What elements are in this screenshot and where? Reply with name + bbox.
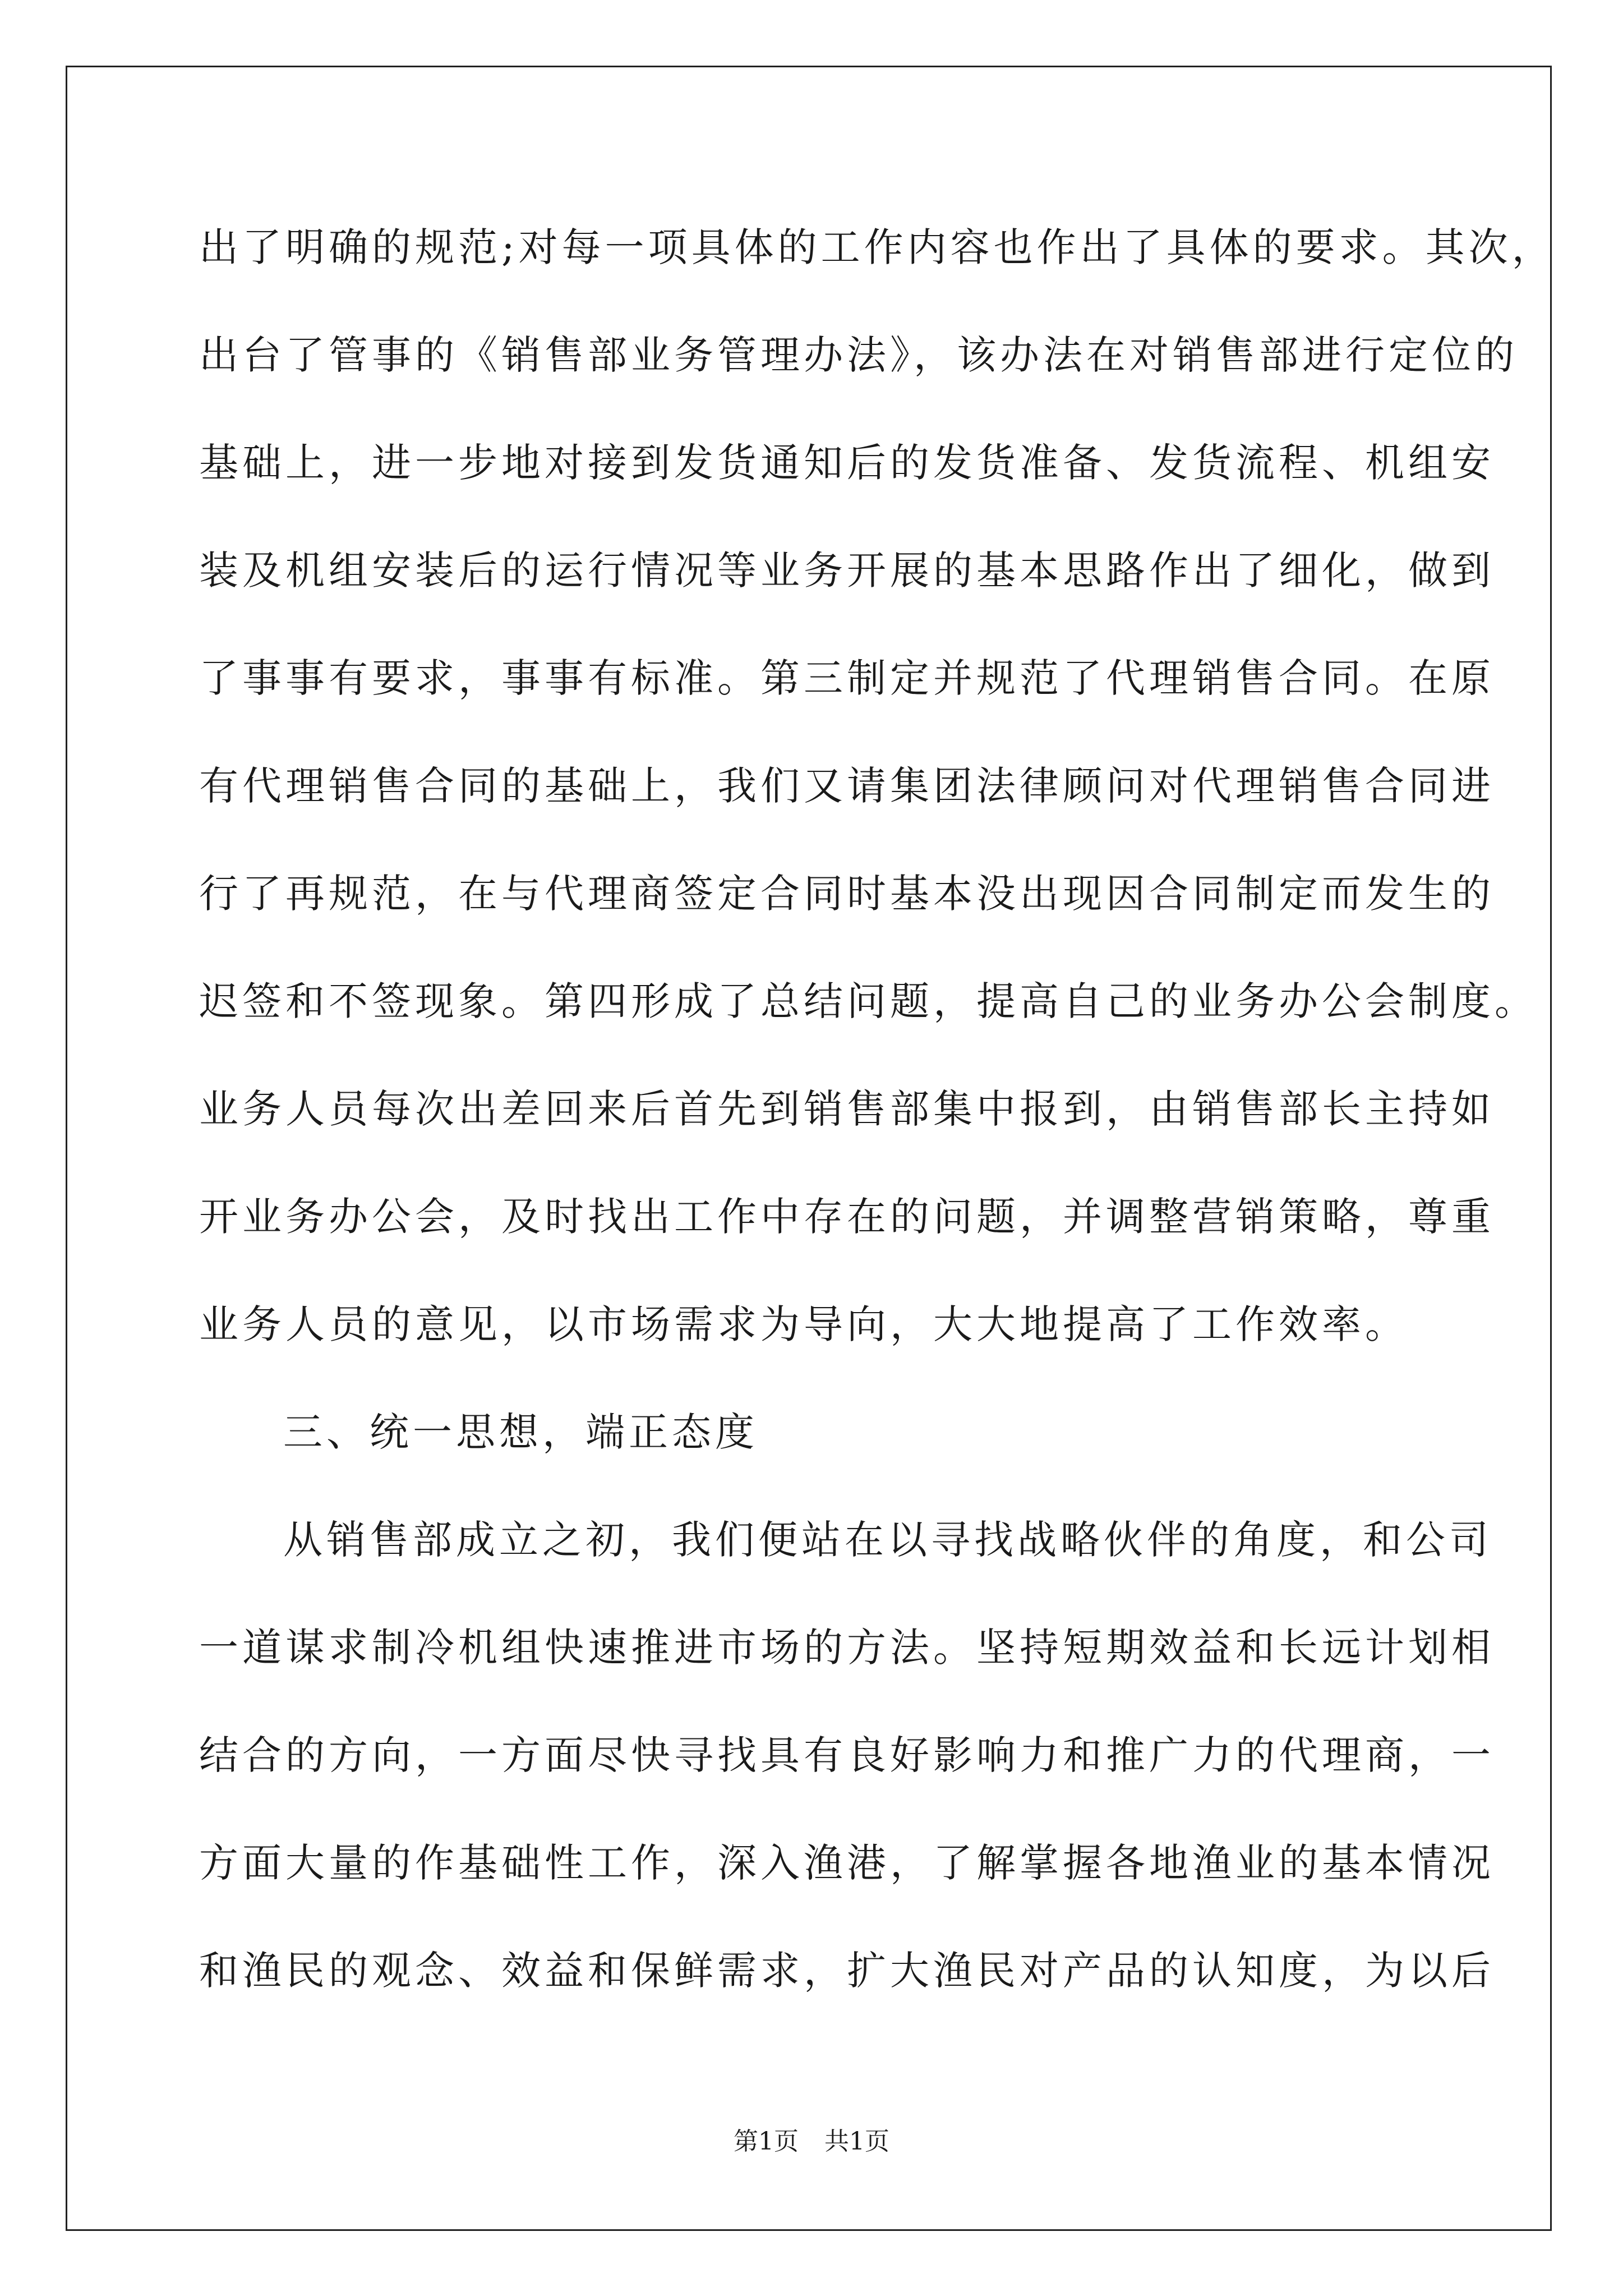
paragraph-line: 出台了管事的《销售部业务管理办法》，该办法在对销售部进行定位的: [199, 332, 1518, 378]
paragraph-line: 有代理销售合同的基础上，我们又请集团法律顾问对代理销售合同进: [199, 763, 1495, 809]
paragraph-line: 基础上，进一步地对接到发货通知后的发货准备、发货流程、机组安: [199, 440, 1495, 486]
paragraph-line: 行了再规范，在与代理商签定合同时基本没出现因合同制定而发生的: [199, 871, 1495, 917]
paragraph-line: 业务人员的意见，以市场需求为导向，大大地提高了工作效率。: [199, 1301, 1408, 1347]
paragraph-line: 结合的方向，一方面尽快寻找具有良好影响力和推广力的代理商，一: [199, 1732, 1495, 1778]
paragraph-line: 方面大量的作基础性工作，深入渔港，了解掌握各地渔业的基本情况: [199, 1840, 1495, 1886]
paragraph-line: 从销售部成立之初，我们便站在以寻找战略伙伴的角度，和公司: [283, 1517, 1492, 1563]
document-body: [199, 194, 1555, 2024]
paragraph-line: 出了明确的规范;对每一项具体的工作内容也作出了具体的要求。其次，: [199, 224, 1555, 270]
page-footer: [0, 2125, 1623, 2159]
paragraph-line: 一道谋求制冷机组快速推进市场的方法。坚持短期效益和长远计划相: [199, 1625, 1495, 1671]
paragraph-line: 和渔民的观念、效益和保鲜需求，扩大渔民对产品的认知度，为以后: [199, 1948, 1495, 1994]
paragraph-line: 业务人员每次出差回来后首先到销售部集中报到，由销售部长主持如: [199, 1086, 1495, 1132]
paragraph-line: 开业务办公会，及时找出工作中存在的问题，并调整营销策略，尊重: [199, 1194, 1495, 1240]
section-heading: 三、统一思想，端正态度: [283, 1409, 758, 1455]
paragraph-line: 装及机组安装后的运行情况等业务开展的基本思路作出了细化，做到: [199, 547, 1495, 593]
total-pages: 共1页: [824, 2127, 889, 2156]
paragraph-line: 了事事有要求，事事有标准。第三制定并规范了代理销售合同。在原: [199, 655, 1495, 701]
paragraph-line: 迟签和不签现象。第四形成了总结问题，提高自己的业务办公会制度。: [199, 978, 1538, 1024]
page-number: 第1页: [734, 2127, 799, 2156]
